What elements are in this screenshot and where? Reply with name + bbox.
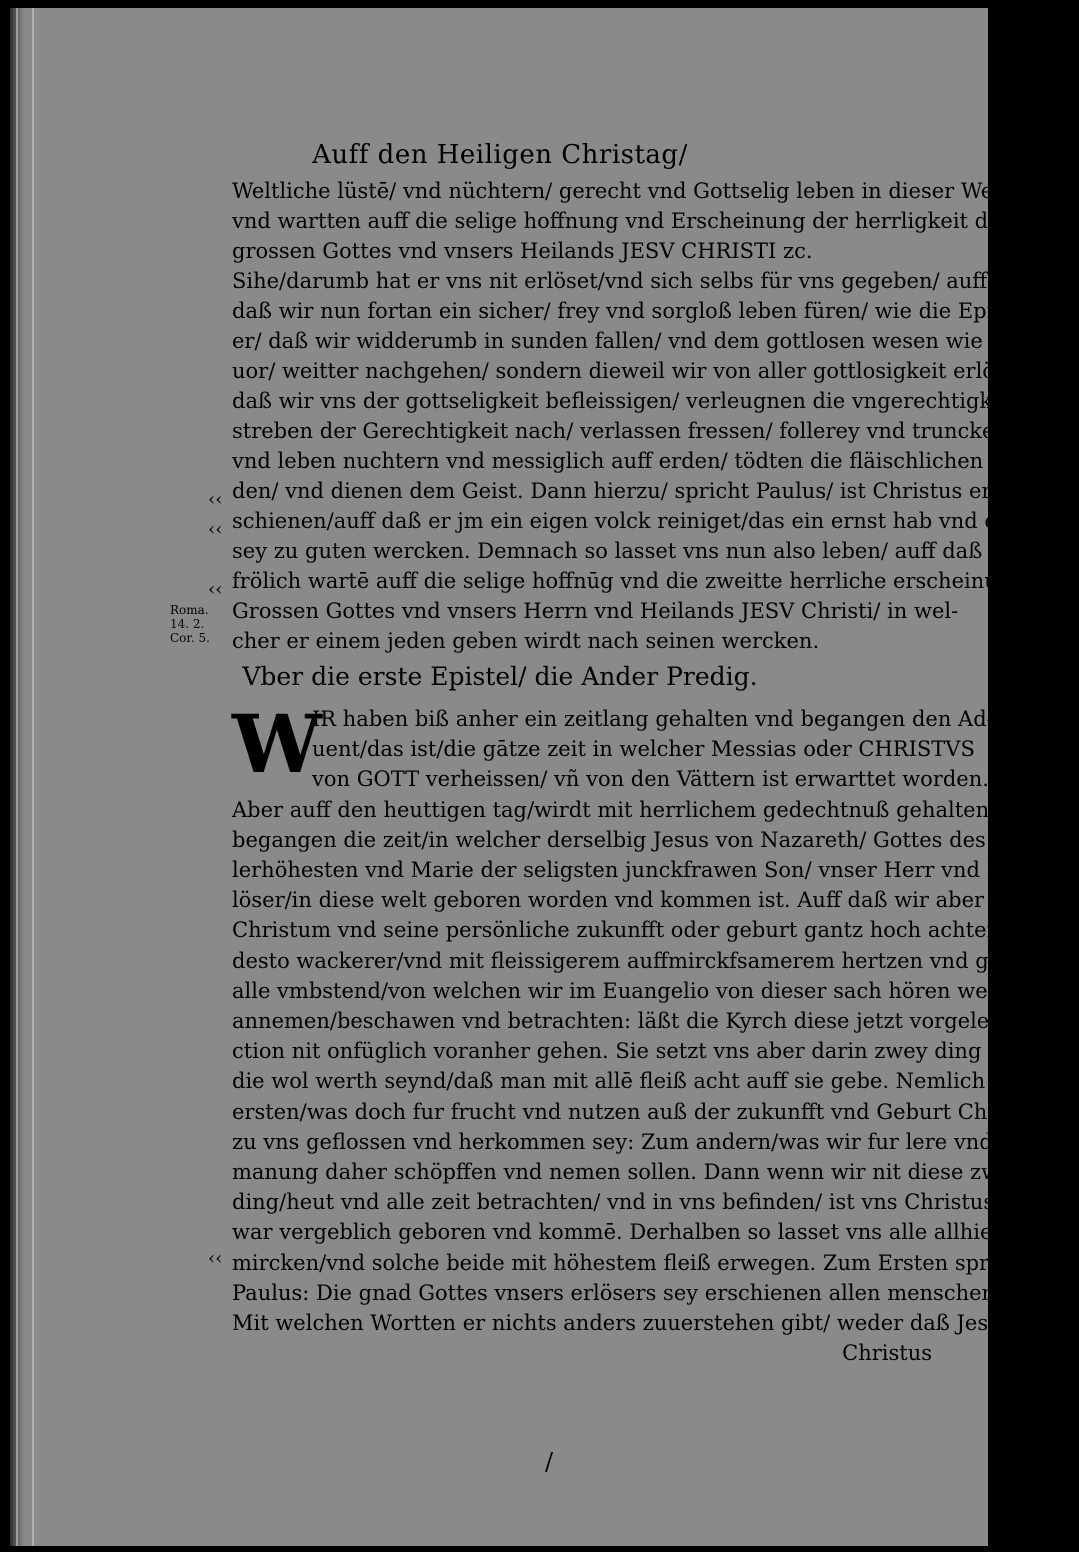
lower-text-block [232,697,1079,1368]
text-line: Grossen Gottes vnd vnsers Herrn vnd Heilands JESV Christi/ in wel- [232,599,959,623]
quotation-mark: ‹‹ [208,489,223,510]
text-line: zu vns geflossen vnd herkommen sey: Zum andern/was wir fur lere vnd ver- [232,1129,1041,1154]
text-line: ding/heut vnd alle zeit betrachten/ vnd in vns befinden/ ist vns Christus für- [232,1190,1040,1215]
text-line: löser/in diese welt geboren worden vnd kommen ist. Auff daß wir aber diesen [232,888,1061,913]
quotation-mark: ‹‹ [208,519,223,540]
running-header: Auff den Heiligen Christag/ [312,140,688,170]
text-line: daß wir nun fortan ein sicher/ frey vnd sorgloß leben füren/ wie die Epicure- [232,299,1049,323]
drop-capital: W [232,697,322,791]
catchword: Christus [842,1341,932,1366]
text-line: cher er einem jeden geben wirdt nach seinen wercken. [232,629,820,653]
page-edge-line [16,8,18,1546]
text-line: begangen die zeit/in welcher derselbig Jesus von Nazareth/ Gottes des Al- [232,827,1022,852]
text-line: daß wir vns der gottseligkeit befleissigen/ verleugnen die vngerechtigkeit/vnd [232,389,1066,413]
text-line: uent/das ist/die gātze zeit in welcher Messias oder CHRISTVS [312,737,975,762]
text-line: ction nit onfüglich voranher gehen. Sie setzt vns aber darin zwey ding fur/ [232,1039,1027,1064]
text-line: die wol werth seynd/daß man mit allē fleiß acht auff sie gebe. Nemlich zum [232,1069,1037,1094]
text-line: Paulus: Die gnad Gottes vnsers erlösers sey erschienen allen menschen: [232,1280,1003,1305]
text-line: streben der Gerechtigkeit nach/ verlassen fressen/ follerey vnd trunckenheit/ [232,419,1057,443]
text-line: annemen/beschawen vnd betrachten: läßt die Kyrch diese jetzt vorgelesene Le- [232,1009,1079,1034]
quotation-mark: ‹‹ [208,579,223,600]
text-line: war vergeblich geboren vnd kommē. Derhalben so lasset vns alle allhie auff- [232,1220,1047,1245]
text-line: vnd wartten auff die selige hoffnung vnd Erscheinung der herrligkeit des [232,209,1012,233]
text-line: uor/ weitter nachgehen/ sondern dieweil wir von aller gottlosigkeit erlöset/ [232,359,1034,383]
stray-ink-mark: / [545,1448,554,1476]
text-line: Sihe/darumb hat er vns nit erlöset/vnd sich selbs für vns gegeben/ auff [232,269,988,293]
text-line: den/ vnd dienen dem Geist. Dann hierzu/ spricht Paulus/ ist Christus er- [232,479,999,503]
text-line: Weltliche lüstē/ vnd nüchtern/ gerecht vnd Gottselig leben in dieser Welt/ [232,179,1016,203]
text-line: Aber auff den heuttigen tag/wirdt mit herrlichem gedechtnuß gehalten vñ [232,797,1022,822]
text-line: Christum vnd seine persönliche zukunfft oder geburt gantz hoch achten/ auch [232,918,1066,943]
text-line: mircken/vnd solche beide mit höhestem fleiß erwegen. Zum Ersten spricht [232,1250,1030,1275]
upper-text-block [232,176,1069,656]
text-line: lerhöhesten vnd Marie der seligsten junckfrawen Son/ vnser Herr vnd Er- [232,858,1020,883]
text-line: sey zu guten wercken. Demnach so lasset vns nun also leben/ auff daß wir [232,539,1024,563]
text-line: er/ daß wir widderumb in sunden fallen/ vnd dem gottlosen wesen wie zu- [232,329,1022,353]
text-line: desto wackerer/vnd mit fleissigerem auffmirckfsamerem hertzen vnd gemüt/ [232,948,1051,973]
text-line: IR haben biß anher ein zeitlang gehalten vnd begangen den Ad- [312,707,994,731]
text-line: grossen Gottes vnd vnsers Heilands JESV CHRISTI zc. [232,239,813,263]
text-line: Mit welchen Wortten er nichts anders zuuerstehen gibt/ weder daß Jesus [232,1311,1013,1336]
text-line: vnd leben nuchtern vnd messiglich auff erden/ tödten die fläischlichen begir- [232,449,1054,473]
text-line: frölich wartē auff die selige hoffnūg vnd die zweitte herrliche erscheinung des [232,569,1069,593]
section-title: Vber die erste Epistel/ die Ander Predig. [242,662,758,691]
text-line: von GOTT verheissen/ vñ von den Vättern ist erwarttet worden. [312,767,989,792]
text-line: alle vmbstend/von welchen wir im Euangelio von dieser sach hören werdē/ [232,978,1031,1003]
text-line: manung daher schöpffen vnd nemen sollen. Dann wenn wir nit diese zwey [232,1160,1024,1185]
page-edge-line [32,8,34,1546]
quotation-mark: ‹‹ [208,1248,223,1269]
text-line: ersten/was doch fur frucht vnd nutzen auß der zukunfft vnd Geburt Christi [232,1099,1030,1124]
text-line: schienen/auff daß er jm ein eigen volck reiniget/das ein ernst hab vnd eifferig [232,509,1062,533]
margin-reference: Roma. 14. 2. Cor. 5. [170,603,210,645]
